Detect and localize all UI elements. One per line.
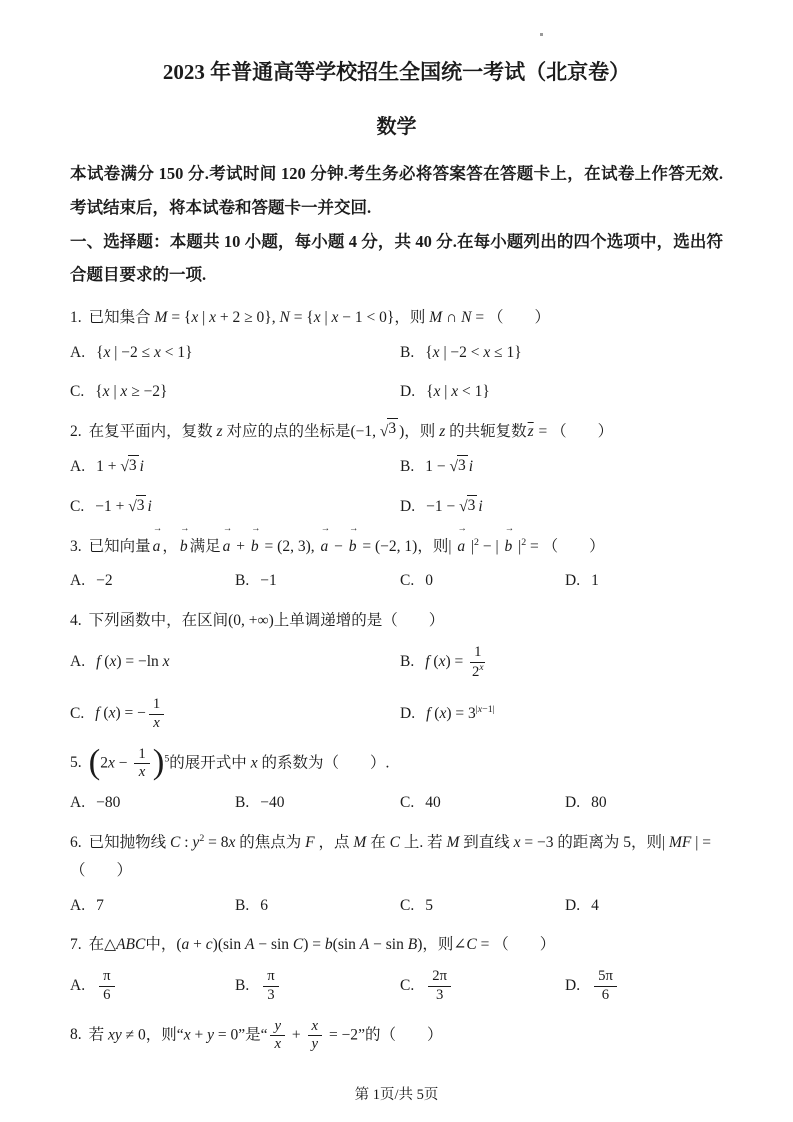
- fraction: [594, 968, 617, 1004]
- math-run: 3: [388, 420, 397, 438]
- option-label: B.: [400, 458, 415, 475]
- math-run: f (x) = 3: [426, 705, 476, 723]
- text-run: 中，: [145, 936, 177, 954]
- math-run: | MF | =: [662, 833, 712, 851]
- math-run: π: [103, 968, 111, 985]
- text-run: （ ）: [542, 537, 605, 555]
- option-C: [70, 495, 400, 520]
- option-label: A.: [70, 793, 86, 811]
- math-run: (−1,: [350, 423, 380, 441]
- question-stem: [70, 931, 723, 959]
- option-D: [400, 380, 723, 405]
- option-label: B.: [235, 976, 250, 994]
- text-run: 对应的点的坐标是: [226, 423, 351, 441]
- text-run: 上. 若: [403, 833, 443, 851]
- stray-dot-artifact: [540, 33, 543, 36]
- math-run: 1: [138, 745, 146, 762]
- math-run: 3: [267, 986, 275, 1003]
- text-run: （ ）: [70, 861, 133, 879]
- option-content: [260, 791, 284, 816]
- math-run: 2: [472, 663, 480, 680]
- math-run: 6: [601, 986, 610, 1003]
- option-content: [96, 791, 120, 816]
- question-block: [70, 1018, 723, 1054]
- question-stem: [70, 829, 723, 885]
- option-content: [260, 968, 281, 1004]
- option-content: [425, 968, 454, 1004]
- math-run: 2x −: [100, 754, 132, 772]
- option-label: B.: [235, 572, 250, 590]
- math-run: |: [514, 537, 522, 555]
- text-run: 已知集合: [88, 308, 151, 326]
- text-run: （ ）: [487, 308, 550, 326]
- text-run: 若: [88, 1026, 105, 1044]
- option-content: [426, 702, 495, 727]
- math-run: 2: [521, 536, 527, 548]
- math-run: 3: [128, 457, 137, 474]
- option-C: [400, 968, 565, 1004]
- question-stem: [70, 524, 723, 561]
- math-run: = −2: [325, 1026, 359, 1044]
- math-run: x: [153, 714, 160, 731]
- option-C: [400, 894, 565, 919]
- vector: → b: [250, 524, 261, 555]
- questions: [70, 304, 723, 1054]
- math-run: − |: [479, 537, 503, 555]
- math-run: 40: [425, 793, 441, 811]
- text-run: 到直线: [463, 833, 510, 851]
- page-subtitle: 数学: [376, 116, 417, 138]
- text-run: ，则: [404, 423, 436, 441]
- math-run: |: [448, 537, 456, 555]
- fraction: [263, 968, 278, 1004]
- math-run: (a + c)(sin A − sin C) = b(sin A − sin B): [176, 936, 423, 954]
- question-stem: [70, 1018, 723, 1054]
- option-label: A.: [70, 896, 86, 914]
- text-run: ，则: [394, 308, 426, 326]
- math-run: x: [274, 1036, 282, 1053]
- math-run: 80: [591, 793, 607, 811]
- math-run: f (x) = −ln x: [96, 653, 170, 671]
- math-run: =: [526, 537, 543, 555]
- question-number: 1.: [70, 308, 82, 326]
- math-run: 2: [474, 536, 479, 548]
- option-content: [96, 455, 144, 480]
- math-run: y: [274, 1017, 282, 1034]
- fraction: [149, 696, 164, 732]
- option-label: C.: [70, 705, 85, 723]
- option-label: D.: [400, 705, 416, 723]
- text-run: ，则: [422, 936, 454, 954]
- math-run: x = −3: [513, 833, 558, 851]
- option-label: D.: [565, 793, 581, 811]
- math-run: +: [288, 1026, 305, 1044]
- math-run: i: [147, 497, 152, 515]
- option-content: [426, 380, 490, 405]
- math-run: ): [399, 423, 405, 441]
- option-label: A.: [70, 572, 86, 590]
- page-footer: 第 1页/共 5页: [354, 1087, 439, 1103]
- math-run: 1: [591, 572, 599, 590]
- text-run: 已知抛物线: [88, 833, 167, 851]
- math-run: 2π: [432, 968, 448, 985]
- option-B: [235, 569, 400, 594]
- option-A: [70, 968, 235, 1004]
- option-content: [591, 894, 599, 919]
- option-B: [400, 341, 723, 366]
- fraction: [428, 968, 451, 1004]
- options-grid: [70, 341, 723, 406]
- option-C: [70, 696, 400, 732]
- math-run: 6: [260, 896, 268, 914]
- option-D: [565, 968, 723, 1004]
- question-stem: [70, 304, 723, 332]
- question-block: [70, 829, 723, 919]
- option-A: [70, 341, 400, 366]
- question-block: [70, 524, 723, 595]
- text-run: ，点: [318, 833, 350, 851]
- math-run: △ABC: [104, 936, 146, 954]
- text-run: 在: [88, 936, 105, 954]
- option-label: D.: [400, 383, 416, 401]
- big-paren-close: ): [152, 742, 165, 782]
- option-content: [591, 569, 599, 594]
- option-label: B.: [235, 793, 250, 811]
- text-run: ”是“: [238, 1026, 268, 1044]
- math-run: x + y = 0: [183, 1026, 239, 1044]
- text-run: 已知向量: [88, 537, 151, 555]
- text-run: 满足: [189, 537, 221, 555]
- option-B: [235, 791, 400, 816]
- option-content: [95, 696, 167, 732]
- math-run: −80: [96, 793, 121, 811]
- math-run: 3: [136, 496, 145, 514]
- square-root: √ 3: [449, 457, 466, 475]
- options-grid: [70, 791, 723, 816]
- option-A: [70, 455, 400, 480]
- question-block: [70, 931, 723, 1004]
- vector: → b: [179, 524, 190, 555]
- math-run: = (−2, 1): [358, 537, 418, 555]
- text-run: 的系数为（ ）.: [261, 754, 390, 772]
- option-D: [565, 894, 723, 919]
- math-run: −: [330, 537, 347, 555]
- vector: → a: [457, 524, 467, 555]
- square-root: √ 3: [459, 496, 476, 515]
- option-B: [400, 644, 723, 681]
- vector: → b: [504, 524, 514, 555]
- option-C: [400, 791, 565, 816]
- option-A: [70, 791, 235, 816]
- math-run: 5: [425, 896, 433, 914]
- math-run: −1 −: [426, 497, 460, 515]
- question-stem: [70, 742, 723, 782]
- option-D: [565, 569, 723, 594]
- question-block: [70, 304, 723, 405]
- question-block: [70, 742, 723, 816]
- math-run: x: [250, 754, 258, 772]
- text-run: 的距离为 5，则: [557, 833, 663, 851]
- option-content: [95, 380, 167, 405]
- text-run: ，则: [417, 537, 449, 555]
- math-run: ∠C =: [453, 936, 494, 954]
- question-number: 2.: [70, 423, 82, 441]
- option-content: [96, 569, 113, 594]
- question-number: 6.: [70, 833, 82, 851]
- question-number: 7.: [70, 936, 82, 954]
- question-number: 4.: [70, 612, 82, 630]
- text-run: ”的（ ）: [358, 1026, 443, 1044]
- question-block: [70, 607, 723, 732]
- math-run: = (2, 3),: [260, 537, 319, 555]
- option-B: [235, 894, 400, 919]
- option-C: [400, 569, 565, 594]
- math-run: 2: [199, 832, 205, 844]
- options-grid: [70, 569, 723, 594]
- option-content: [96, 894, 104, 919]
- text-run: 上单调递增的是（ ）: [273, 612, 445, 630]
- option-label: C.: [400, 976, 415, 994]
- option-D: [565, 791, 723, 816]
- option-label: D.: [565, 896, 581, 914]
- math-run: −2: [96, 572, 113, 590]
- option-content: [425, 791, 441, 816]
- vector: → b: [348, 524, 359, 555]
- math-run: z: [439, 423, 446, 441]
- math-run: 1: [152, 696, 161, 713]
- math-run: x: [138, 764, 146, 781]
- math-run: f (x) =: [425, 653, 468, 671]
- conjugate-overbar: $\overline{z}$: [527, 423, 534, 441]
- math-run: x: [311, 1017, 319, 1034]
- math-run: 1: [474, 644, 482, 661]
- option-content: [591, 791, 607, 816]
- math-run: π: [267, 968, 275, 985]
- math-run: {x | x < 1}: [426, 383, 490, 401]
- option-content: [96, 650, 169, 675]
- text-run: ，则“: [145, 1026, 184, 1044]
- exam-instructions: 本试卷满分 150 分.考试时间 120 分钟.考生务必将答案答在答题卡上，在试卷上作答无效.考试结束后，将本试卷和答题卡一并交回.: [70, 164, 723, 217]
- question-number: 5.: [70, 754, 82, 772]
- superscript: [479, 663, 483, 673]
- option-label: C.: [400, 572, 415, 590]
- math-run: i: [478, 497, 483, 515]
- math-run: xy ≠ 0: [108, 1026, 146, 1044]
- math-run: f (x) = −: [95, 705, 146, 723]
- option-A: [70, 650, 400, 675]
- math-run: F: [305, 833, 315, 851]
- option-A: [70, 569, 235, 594]
- text-run: 在: [370, 833, 386, 851]
- square-root: √ 3: [379, 420, 397, 441]
- question-number: 3.: [70, 537, 82, 555]
- option-B: [400, 455, 723, 480]
- option-content: [591, 968, 620, 1004]
- math-run: 6: [103, 986, 111, 1003]
- option-content: [260, 894, 268, 919]
- question-block: [70, 418, 723, 519]
- fraction: [308, 1018, 323, 1054]
- option-label: C.: [400, 896, 415, 914]
- option-content: [260, 569, 277, 594]
- math-run: M: [353, 833, 367, 851]
- option-label: C.: [70, 383, 85, 401]
- math-run: y: [311, 1036, 319, 1053]
- math-run: |: [467, 537, 475, 555]
- question-stem: [70, 607, 723, 635]
- text-run: ，: [162, 537, 178, 555]
- option-label: A.: [70, 653, 86, 671]
- option-label: B.: [235, 896, 250, 914]
- square-root: √ 3: [120, 457, 137, 475]
- option-A: [70, 894, 235, 919]
- options-grid: [70, 644, 723, 732]
- math-run: x: [479, 662, 484, 673]
- option-D: [400, 495, 723, 520]
- math-run: 1 −: [425, 458, 450, 475]
- math-run: =: [534, 423, 552, 441]
- option-D: [400, 702, 723, 727]
- text-run: 下列函数中，在区间: [88, 612, 229, 630]
- vector: → a: [222, 524, 233, 555]
- option-C: [70, 380, 400, 405]
- math-run: 3: [435, 986, 444, 1003]
- math-run: C : y: [170, 833, 200, 851]
- math-run: −1: [260, 572, 277, 590]
- fraction: [470, 644, 485, 681]
- math-run: z: [216, 423, 223, 441]
- text-run: （ ）: [493, 936, 556, 954]
- option-content: [425, 455, 473, 480]
- option-label: C.: [70, 497, 85, 515]
- option-content: [96, 341, 193, 366]
- math-run: 5: [164, 753, 170, 765]
- option-label: A.: [70, 343, 86, 361]
- math-run: = 8x: [204, 833, 236, 851]
- text-run: （ ）: [551, 423, 614, 441]
- fraction: [134, 746, 149, 782]
- text-run: 的共轭复数: [449, 423, 527, 441]
- option-content: [425, 341, 522, 366]
- math-run: −1 +: [95, 497, 129, 515]
- math-run: M ∩ N =: [429, 308, 488, 326]
- option-label: A.: [70, 976, 86, 994]
- math-run: M: [446, 833, 460, 851]
- option-content: [426, 495, 483, 520]
- math-run: (0, +∞): [228, 612, 274, 630]
- text-run: 的展开式中: [169, 754, 247, 772]
- math-run: 0: [425, 572, 433, 590]
- math-run: {x | x ≥ −2}: [95, 383, 168, 401]
- math-run: |x−1|: [475, 704, 495, 715]
- math-run: {x | −2 < x ≤ 1}: [425, 343, 522, 361]
- math-run: 1 +: [96, 458, 121, 475]
- option-label: D.: [565, 572, 581, 590]
- vector: → a: [320, 524, 331, 555]
- math-run: 3: [467, 496, 476, 514]
- option-label: A.: [70, 458, 86, 475]
- option-content: [96, 968, 117, 1004]
- math-run: 3: [457, 457, 466, 474]
- fraction: [270, 1018, 285, 1054]
- math-run: M = {x | x + 2 ≥ 0}, N = {x | x − 1 < 0}: [154, 308, 395, 326]
- options-grid: [70, 894, 723, 919]
- question-stem: [70, 418, 723, 446]
- option-label: B.: [400, 653, 415, 671]
- question-number: 8.: [70, 1026, 82, 1044]
- math-run: i: [139, 458, 144, 475]
- section-one-header: 一、选择题：本题共 10 小题，每小题 4 分，共 40 分.在每小题列出的四个选项中，选出符合题目要求的一项.: [70, 231, 723, 284]
- big-paren-open: (: [88, 742, 101, 782]
- option-content: [425, 894, 433, 919]
- square-root: √ 3: [128, 496, 145, 515]
- text-run: 的焦点为: [239, 833, 302, 851]
- options-grid: [70, 968, 723, 1004]
- fraction: [99, 968, 114, 1004]
- math-run: 5π: [598, 968, 613, 985]
- page-title: 2023 年普通高等学校招生全国统一考试（北京卷）: [162, 60, 631, 84]
- option-label: C.: [400, 793, 415, 811]
- math-run: 7: [96, 896, 104, 914]
- math-run: i: [468, 458, 474, 475]
- math-run: −40: [260, 793, 285, 811]
- math-run: 4: [591, 896, 599, 914]
- option-label: B.: [400, 343, 415, 361]
- vector: → a: [152, 524, 163, 555]
- option-content: [95, 495, 152, 520]
- math-run: {x | −2 ≤ x < 1}: [96, 343, 193, 361]
- options-grid: [70, 455, 723, 520]
- option-B: [235, 968, 400, 1004]
- text-run: 在复平面内，复数: [88, 423, 213, 441]
- option-label: D.: [400, 497, 416, 515]
- option-label: D.: [565, 976, 581, 994]
- superscript: [476, 704, 495, 715]
- option-content: [425, 644, 488, 681]
- math-run: C: [389, 833, 400, 851]
- option-content: [425, 569, 433, 594]
- math-run: +: [232, 537, 249, 555]
